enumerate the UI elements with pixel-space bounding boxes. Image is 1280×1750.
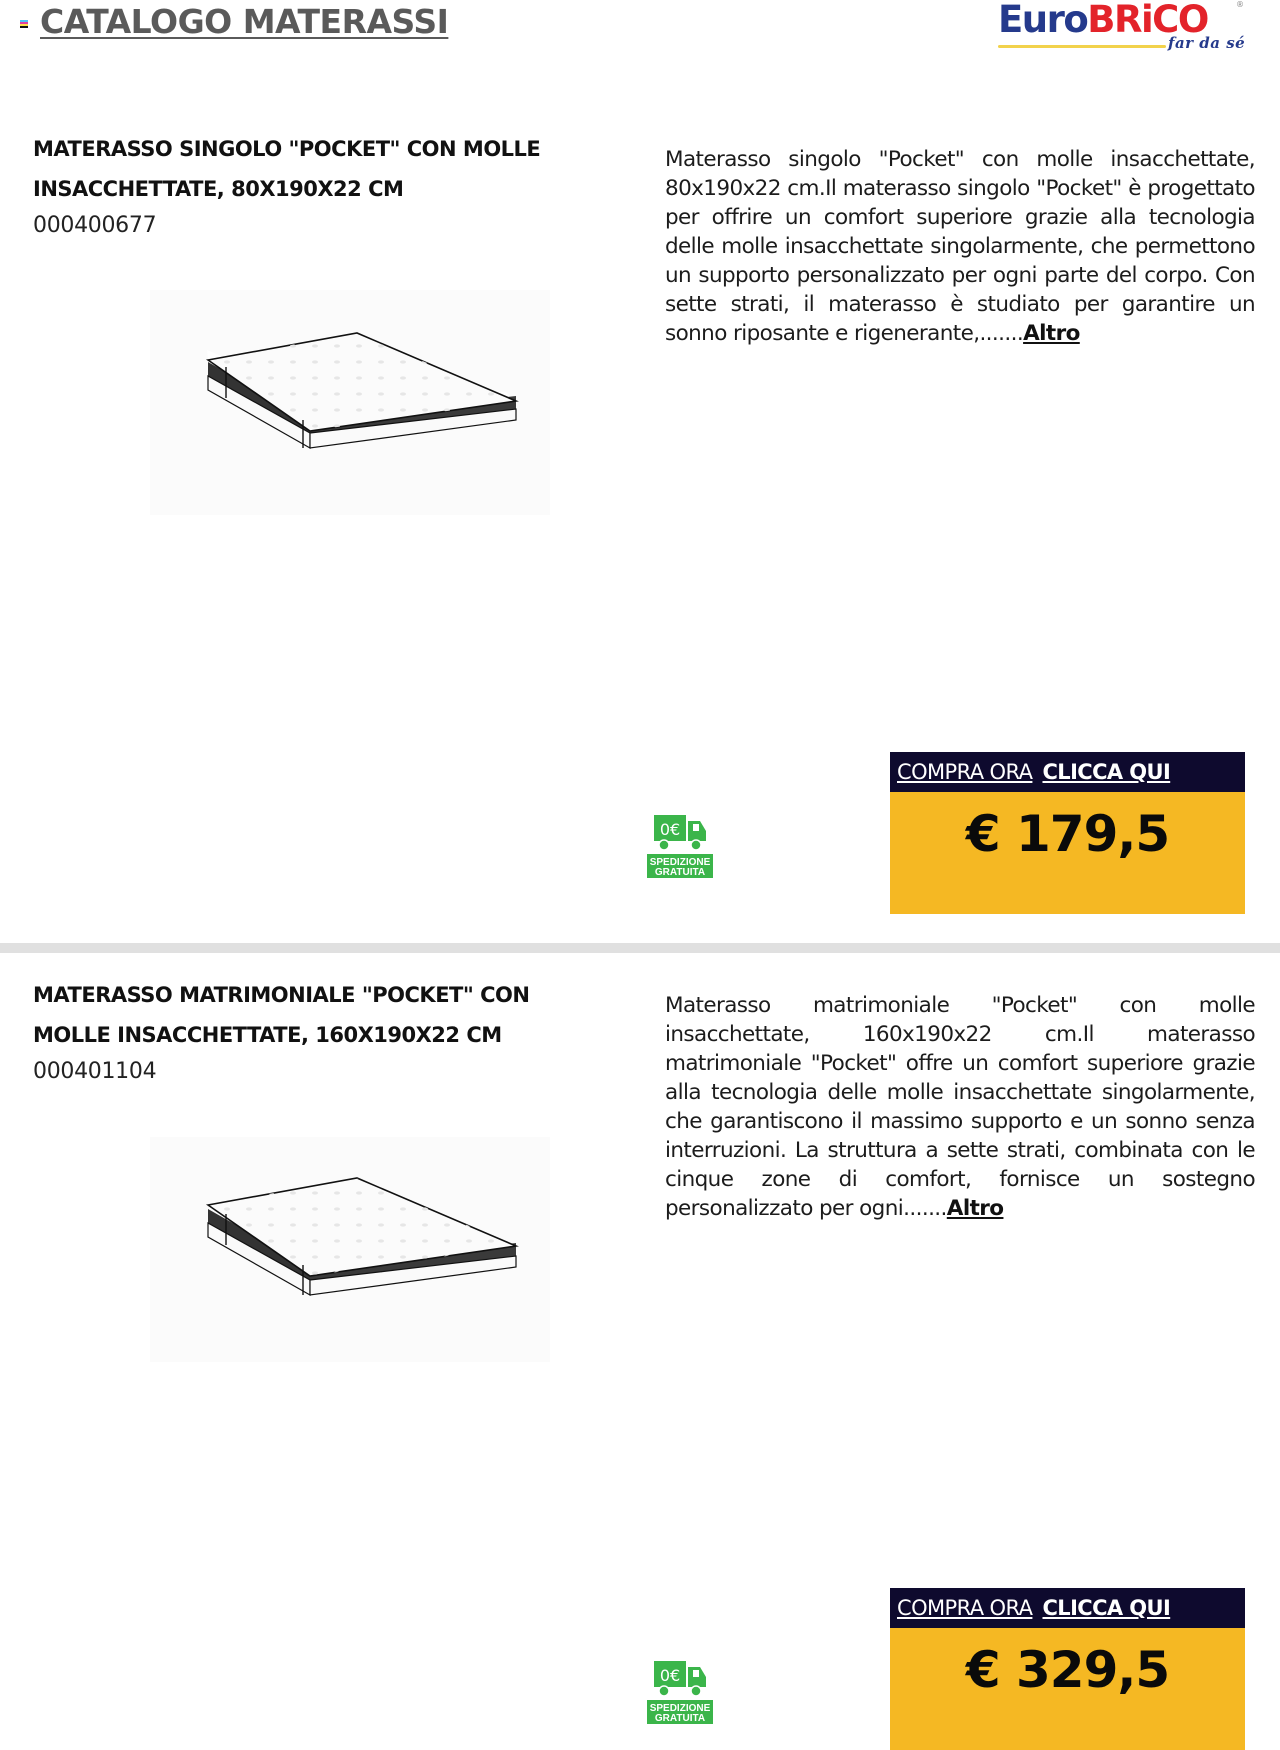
buy-now-bar[interactable] bbox=[890, 1588, 1245, 1628]
mattress-image-icon bbox=[150, 290, 550, 515]
svg-text:GRATUITA: GRATUITA bbox=[654, 867, 706, 878]
truck-icon bbox=[646, 813, 714, 879]
color-swatch-icon bbox=[20, 20, 28, 29]
eurobrico-logo[interactable] bbox=[996, 0, 1246, 56]
buy-box bbox=[890, 1588, 1245, 1750]
product-code: 000401104 bbox=[33, 1059, 157, 1084]
svg-text:0€: 0€ bbox=[659, 1666, 681, 1685]
more-link[interactable]: Altro bbox=[946, 1196, 1004, 1221]
buy-now-bar[interactable] bbox=[890, 752, 1245, 792]
svg-text:0€: 0€ bbox=[659, 820, 681, 839]
click-here-link[interactable]: CLICCA QUI bbox=[1042, 1596, 1171, 1620]
svg-text:SPEDIZIONE: SPEDIZIONE bbox=[649, 1703, 711, 1714]
product-description bbox=[665, 991, 1255, 1223]
product-title: MATERASSO MATRIMONIALE "POCKET" CON MOLLE INSACCHETTATE, 160X190X22 CM bbox=[33, 983, 530, 1047]
buy-now-link[interactable]: COMPRA ORA bbox=[897, 760, 1033, 784]
click-here-link[interactable]: CLICCA QUI bbox=[1042, 760, 1171, 784]
product-title: MATERASSO SINGOLO "POCKET" CON MOLLE INSACCHETTATE, 80X190X22 CM bbox=[33, 137, 541, 201]
registered-mark: ® bbox=[1236, 0, 1244, 9]
logo-euro: Euro bbox=[998, 0, 1088, 41]
buy-now-link[interactable]: COMPRA ORA bbox=[897, 1596, 1033, 1620]
more-link[interactable]: Altro bbox=[1023, 321, 1080, 346]
price: € 329,5 bbox=[965, 1641, 1170, 1699]
product-image[interactable] bbox=[150, 290, 550, 515]
section-divider bbox=[0, 943, 1280, 953]
buy-box bbox=[890, 752, 1245, 914]
description-text: Materasso matrimoniale "Pocket" con molle insacchettate, 160x190x22 cm.Il materasso matrimoniale "Pocket" offre un comfort superiore grazie alla tecnologia delle molle insacchettate singolarmente, che garantiscono il massimo supporto e un sonno senza interruzioni. La struttura a sette strati, combinata con le cinque zone di comfort, fornisce un sostegno personalizzato per ogni....... bbox=[665, 993, 1255, 1221]
logo-underline bbox=[998, 45, 1166, 48]
product-image[interactable] bbox=[150, 1137, 550, 1362]
price-box[interactable] bbox=[890, 1628, 1245, 1750]
logo-tagline: far da sé bbox=[1168, 34, 1246, 52]
free-shipping-badge bbox=[646, 1659, 714, 1725]
logo-brico: BRiCO bbox=[1087, 0, 1208, 41]
svg-text:SPEDIZIONE: SPEDIZIONE bbox=[649, 857, 711, 868]
free-shipping-badge bbox=[646, 813, 714, 879]
product-code: 000400677 bbox=[33, 213, 157, 238]
mattress-image-icon bbox=[150, 1137, 550, 1362]
svg-text:GRATUITA: GRATUITA bbox=[654, 1713, 706, 1724]
description-text: Materasso singolo "Pocket" con molle insacchettate, 80x190x22 cm.Il materasso singolo "Pocket" è progettato per offrire un comfort superiore grazie alla tecnologia delle molle insacchettate singolarmente, che permettono un supporto personalizzato per ogni parte del corpo. Con sette strati, il materasso è studiato per garantire un sonno riposante e rigenerante,....... bbox=[665, 147, 1255, 346]
price-box[interactable] bbox=[890, 792, 1245, 914]
page-header bbox=[0, 0, 1280, 60]
product-description bbox=[665, 145, 1255, 348]
page-title[interactable]: CATALOGO MATERASSI bbox=[40, 2, 449, 41]
truck-icon bbox=[646, 1659, 714, 1725]
price: € 179,5 bbox=[965, 805, 1170, 863]
